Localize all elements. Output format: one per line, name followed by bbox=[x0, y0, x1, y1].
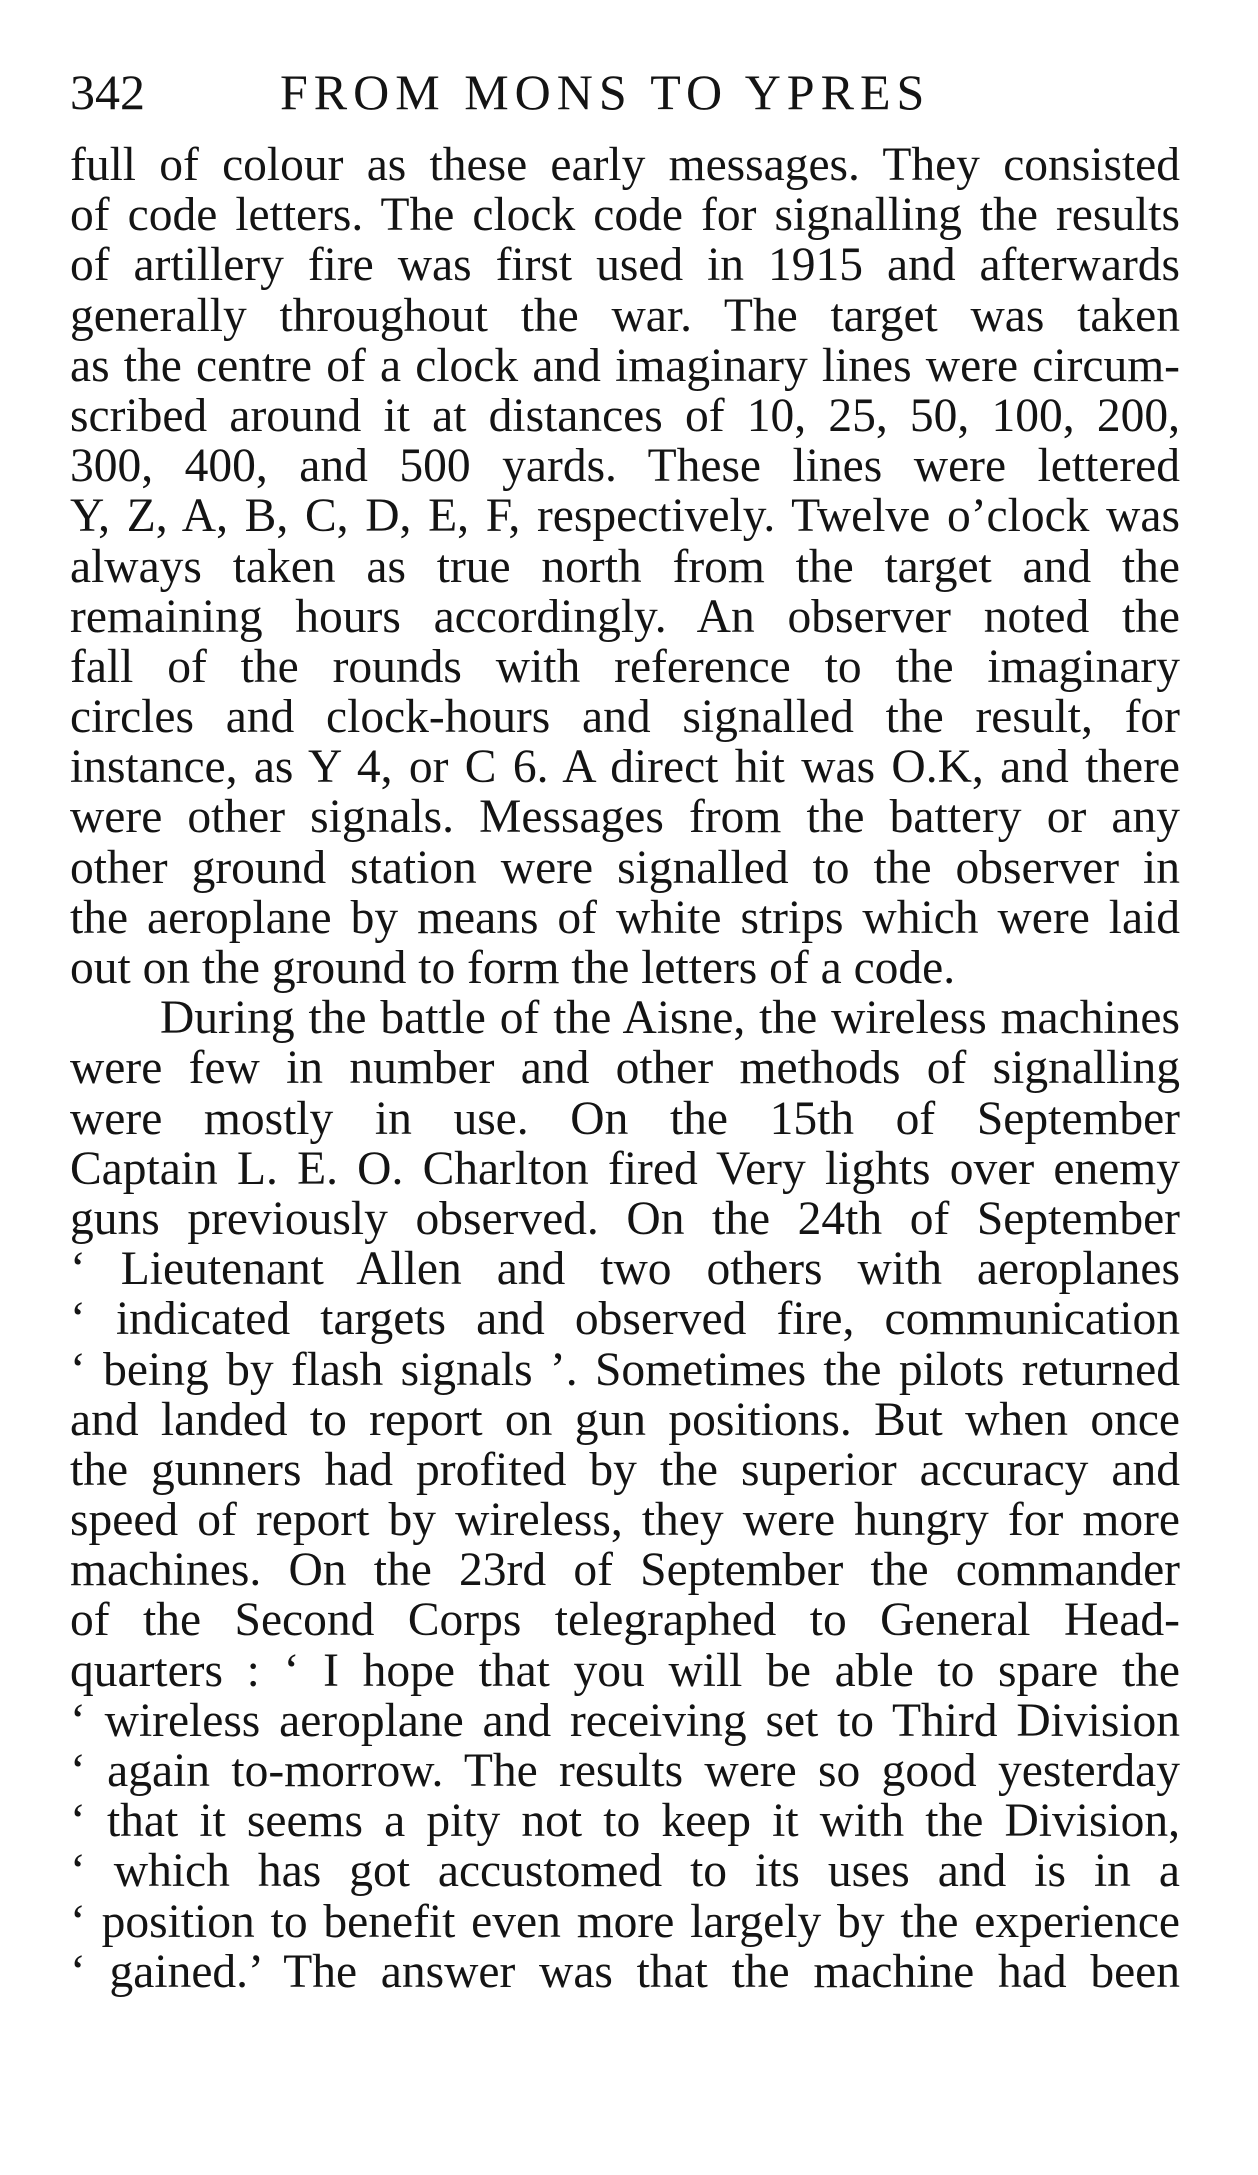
paragraph bbox=[70, 140, 1180, 993]
text-line: out on the ground to form the letters of a code. bbox=[70, 942, 956, 994]
text-line: always taken as true north from the target and the bbox=[70, 540, 1180, 593]
text-line: During the battle of the Aisne, the wireless machines bbox=[160, 992, 1180, 1045]
text-line: ‘ that it seems a pity not to keep it with the Division, bbox=[70, 1795, 1180, 1848]
text-line: of artillery fire was first used in 1915 and afterwards bbox=[70, 239, 1180, 292]
text-line: and landed to report on gun positions. But when once bbox=[70, 1393, 1180, 1446]
text-line: machines. On the 23rd of September the commander bbox=[70, 1544, 1180, 1597]
text-line: scribed around it at distances of 10, 25, 50, 100, 200, bbox=[70, 389, 1180, 442]
text-line: ‘ being by flash signals ’. Sometimes the pilots returned bbox=[70, 1343, 1180, 1396]
text-line: as the centre of a clock and imaginary lines were circum- bbox=[70, 339, 1180, 392]
text-line: Captain L. E. O. Charlton fired Very lights over enemy bbox=[70, 1142, 1180, 1195]
text-line: generally throughout the war. The target was taken bbox=[70, 289, 1180, 342]
text-line: ‘ Lieutenant Allen and two others with aeroplanes bbox=[70, 1243, 1180, 1296]
text-line: of the Second Corps telegraphed to General Head- bbox=[70, 1594, 1180, 1647]
text-line: circles and clock-hours and signalled the result, for bbox=[70, 691, 1180, 744]
text-line: were mostly in use. On the 15th of September bbox=[70, 1092, 1180, 1145]
text-line: were few in number and other methods of signalling bbox=[70, 1042, 1180, 1095]
paragraph bbox=[70, 993, 1180, 1997]
text-line: ‘ gained.’ The answer was that the machine had been bbox=[70, 1945, 1180, 1998]
text-line: quarters : ‘ I hope that you will be able to spare the bbox=[70, 1644, 1180, 1697]
text-line: speed of report by wireless, they were hungry for more bbox=[70, 1494, 1180, 1547]
body-text bbox=[70, 140, 1180, 1997]
text-line: ‘ indicated targets and observed fire, communication bbox=[70, 1293, 1180, 1346]
text-line: the aeroplane by means of white strips which were laid bbox=[70, 891, 1180, 944]
text-line: of code letters. The clock code for signalling the results bbox=[70, 189, 1180, 242]
page-number: 342 bbox=[70, 64, 145, 120]
text-line: ‘ wireless aeroplane and receiving set to Third Division bbox=[70, 1694, 1180, 1747]
text-line: guns previously observed. On the 24th of September bbox=[70, 1192, 1180, 1245]
text-line: full of colour as these early messages. They consisted bbox=[70, 139, 1180, 191]
text-line: Y, Z, A, B, C, D, E, F, respectively. Twelve o’clock was bbox=[70, 490, 1180, 543]
text-line: fall of the rounds with reference to the imaginary bbox=[70, 640, 1180, 693]
text-line: instance, as Y 4, or C 6. A direct hit was O.K, and there bbox=[70, 741, 1180, 794]
text-line: other ground station were signalled to the observer in bbox=[70, 841, 1180, 894]
text-line: ‘ which has got accustomed to its uses and is in a bbox=[70, 1845, 1180, 1898]
text-line: ‘ position to benefit even more largely by the experience bbox=[70, 1895, 1180, 1948]
text-line: the gunners had profited by the superior accuracy and bbox=[70, 1443, 1180, 1496]
text-line: ‘ again to-morrow. The results were so good yesterday bbox=[70, 1745, 1180, 1797]
text-line: remaining hours accordingly. An observer noted the bbox=[70, 590, 1180, 643]
text-line: 300, 400, and 500 yards. These lines were lettered bbox=[70, 440, 1180, 493]
running-title: FROM MONS TO YPRES bbox=[280, 64, 931, 120]
text-line: were other signals. Messages from the battery or any bbox=[70, 791, 1180, 844]
page-header bbox=[70, 62, 1180, 122]
